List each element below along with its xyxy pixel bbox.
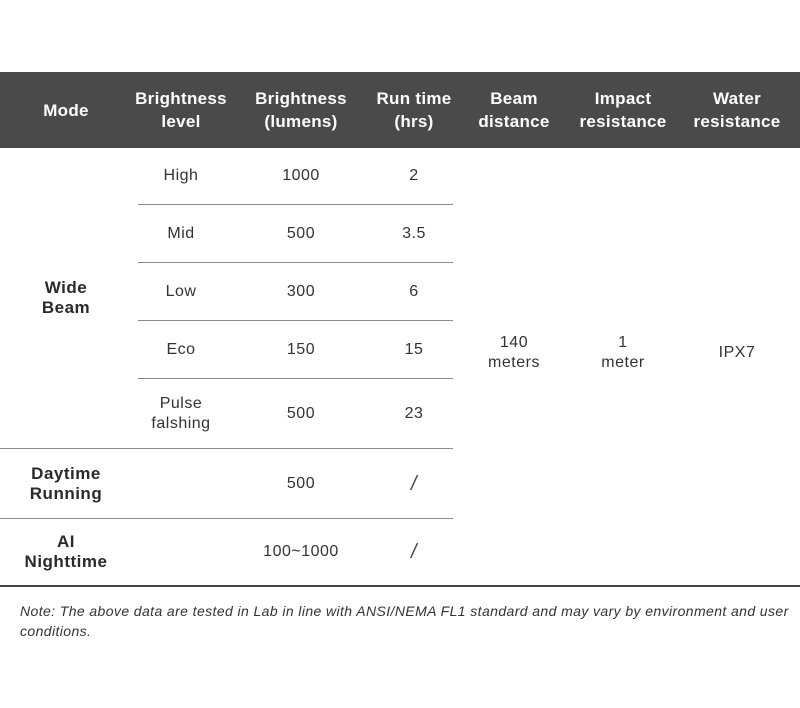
table-header bbox=[0, 72, 800, 148]
header-brightness-lumens: Brightness (lumens) bbox=[255, 89, 347, 131]
runtime-high: 2 bbox=[409, 167, 419, 184]
header-impact-resistance: Impact resistance bbox=[579, 89, 667, 131]
lumens-daytime-running: 500 bbox=[286, 474, 316, 492]
mode-ai-nighttime: AI Nighttime bbox=[24, 532, 108, 571]
table-bottom-border bbox=[0, 585, 800, 587]
level-pulse-flashing: Pulse falshing bbox=[151, 394, 211, 432]
runtime-daytime-running: / bbox=[410, 472, 418, 495]
header-brightness-level: Brightness level bbox=[135, 89, 227, 131]
lumens-high: 1000 bbox=[282, 167, 320, 184]
header-mode: Mode bbox=[43, 100, 89, 120]
beam-distance-value: 140 meters bbox=[488, 334, 540, 371]
level-eco: Eco bbox=[166, 340, 196, 358]
header-run-time: Run time (hrs) bbox=[376, 89, 452, 131]
row-divider bbox=[138, 204, 453, 205]
runtime-pulse-flashing: 23 bbox=[404, 404, 424, 422]
lumens-low: 300 bbox=[286, 282, 316, 300]
impact-resistance-value: 1 meter bbox=[601, 334, 645, 371]
header-beam-distance: Beam distance bbox=[478, 89, 550, 131]
water-resistance-value: IPX7 bbox=[718, 344, 756, 361]
lumens-pulse-flashing: 500 bbox=[286, 404, 316, 422]
lumens-mid: 500 bbox=[286, 224, 316, 242]
runtime-low: 6 bbox=[409, 282, 419, 300]
row-divider bbox=[138, 378, 453, 379]
row-divider bbox=[138, 320, 453, 321]
mode-daytime-running: Daytime Running bbox=[29, 463, 103, 503]
footnote: Note: The above data are tested in Lab in line with ANSI/NEMA FL1 standard and may vary by environment and user conditions. bbox=[20, 603, 789, 639]
row-divider bbox=[0, 448, 453, 449]
runtime-eco: 15 bbox=[404, 340, 424, 358]
mode-wide-beam: Wide Beam bbox=[41, 278, 91, 317]
level-high: High bbox=[163, 167, 199, 184]
level-mid: Mid bbox=[167, 224, 195, 242]
row-divider bbox=[0, 518, 453, 519]
lumens-ai-nighttime: 100~1000 bbox=[263, 543, 339, 560]
header-water-resistance: Water resistance bbox=[693, 89, 781, 131]
lumens-eco: 150 bbox=[286, 340, 316, 358]
runtime-ai-nighttime: / bbox=[410, 541, 418, 563]
runtime-mid: 3.5 bbox=[402, 224, 426, 242]
row-divider bbox=[138, 262, 453, 263]
level-low: Low bbox=[165, 282, 197, 300]
